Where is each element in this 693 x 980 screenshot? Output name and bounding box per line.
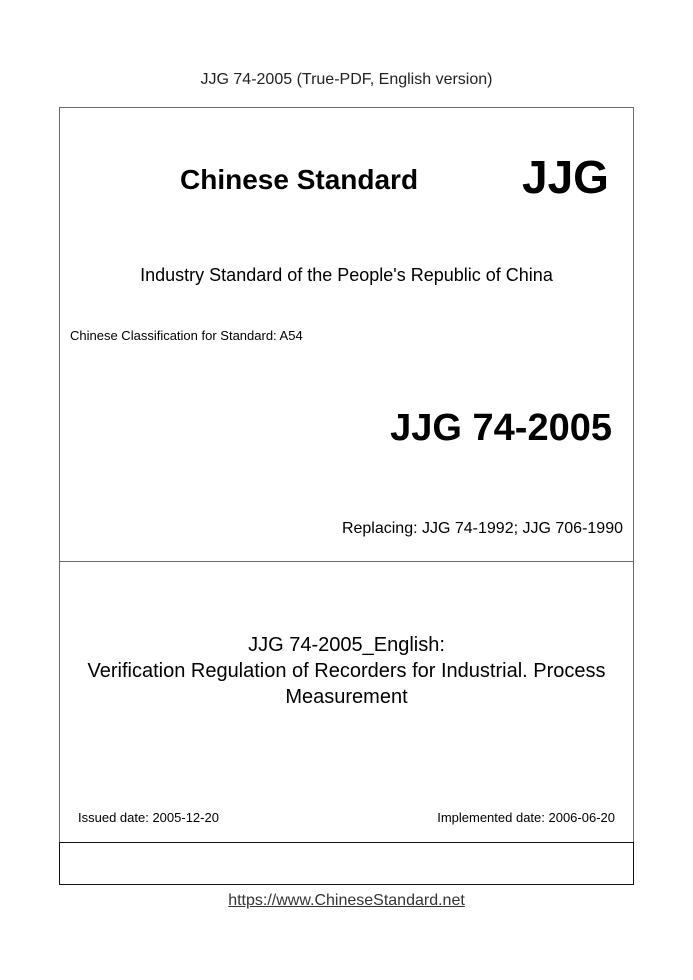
cover-frame (59, 107, 634, 885)
document-title-line-1: JJG 74-2005_English: (248, 634, 445, 656)
empty-bottom-box (59, 842, 634, 885)
series-title: Chinese Standard (180, 164, 419, 195)
document-title-line-2: Verification Regulation of Recorders for Industrial. Process (87, 660, 606, 682)
cover-top-section (60, 108, 633, 562)
page-header: JJG 74-2005 (True-PDF, English version) (200, 71, 493, 88)
issued-date: Issued date: 2005-12-20 (78, 810, 219, 825)
document-title (60, 632, 633, 710)
classification-line: Chinese Classification for Standard: A54 (70, 328, 303, 343)
website-link[interactable]: https://www.ChineseStandard.net (228, 892, 465, 909)
implemented-date: Implemented date: 2006-06-20 (437, 810, 615, 825)
footer (0, 892, 693, 910)
standard-number: JJG 74-2005 (390, 407, 612, 449)
industry-standard-line: Industry Standard of the People's Republic of China (140, 265, 553, 285)
series-code: JJG (522, 151, 609, 203)
replacing-line: Replacing: JJG 74-1992; JJG 706-1990 (341, 520, 623, 537)
cover-title-section (60, 562, 633, 842)
document-title-line-3: Measurement (285, 686, 408, 708)
